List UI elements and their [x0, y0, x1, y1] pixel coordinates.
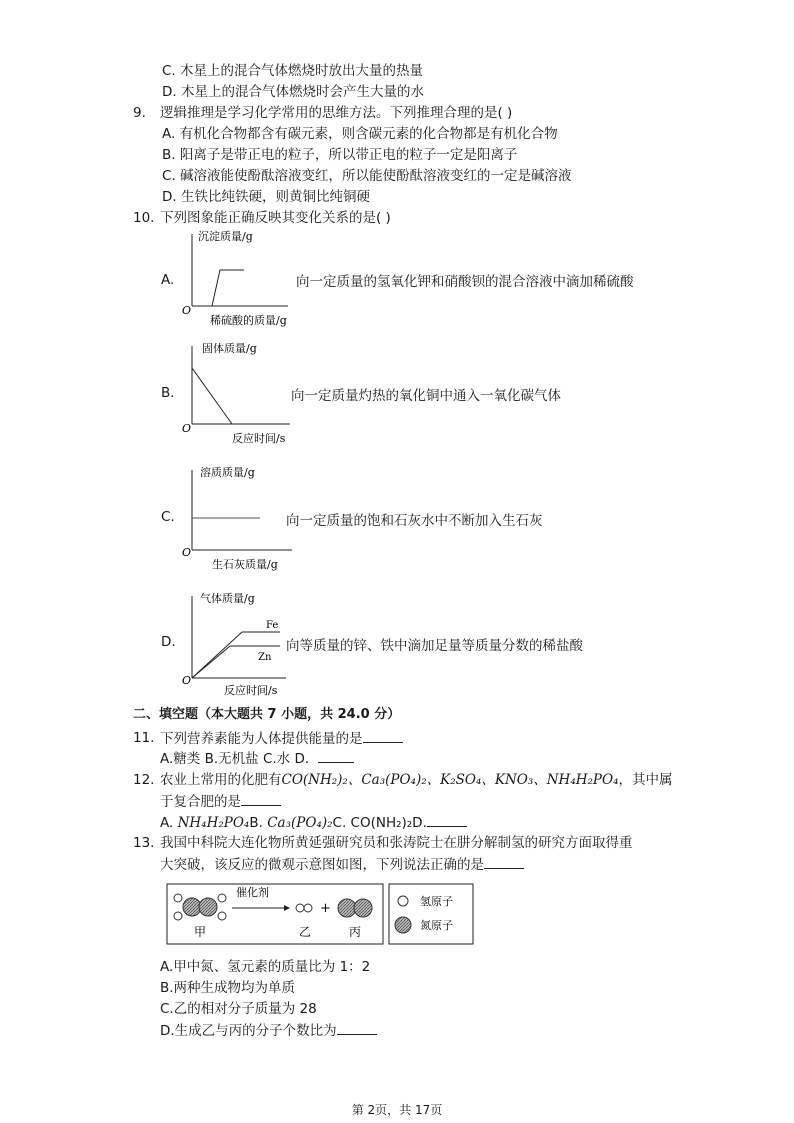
q11-option-b: B.无机盐 [204, 751, 263, 767]
q12-option-a: A. [160, 815, 178, 831]
q11-stem: 下列营养素能为人体提供能量的是 [160, 731, 363, 747]
q10-number: 10. [133, 210, 155, 226]
q13-legend-h: 氢原子 [420, 895, 453, 908]
graph-a [180, 226, 300, 331]
q11-option-c: C.水 D． [262, 751, 319, 767]
q12-formulas: CO(NH₂)₂、Ca₃(PO₄)₂、K₂SO₄、KNO₃、NH₄H₂PO₄ [281, 772, 619, 788]
q12-blank[interactable] [241, 792, 281, 806]
graph-b-desc: 向一定质量灼热的氧化铜中通入一氧化碳气体 [291, 388, 561, 404]
q12-option-b: B. [249, 815, 268, 831]
graph-d-zn-label: Zn [258, 652, 272, 663]
q10-stem: 下列图象能正确反映其变化关系的是( ) [160, 210, 391, 226]
q12-stem-post: ，其中属 [618, 772, 673, 788]
q13-blank[interactable] [484, 855, 524, 869]
graph-c-desc: 向一定质量的饱和石灰水中不断加入生石灰 [286, 513, 543, 529]
q11-stem-line [160, 729, 403, 748]
graph-c [180, 462, 300, 572]
graph-c-xlabel: 生石灰质量/g [212, 558, 278, 571]
graph-b [180, 338, 300, 448]
q13-bing-label: 丙 [349, 925, 362, 939]
q9-option-a: A. 有机化合物都含有碳元素，则含碳元素的化合物都是有机化合物 [162, 126, 558, 142]
q11-options [160, 749, 354, 768]
graph-a-xlabel: 稀硫酸的质量/g [210, 314, 287, 327]
q11-number: 11. [133, 730, 155, 746]
q12-option-d-blank[interactable] [427, 813, 467, 827]
q13-option-a: A.甲中氮、氢元素的质量比为 1：2 [160, 959, 371, 975]
graph-a-ylabel: 沉淀质量/g [198, 230, 253, 243]
q13-yi-label: 乙 [299, 925, 312, 939]
graph-a-letter: A. [161, 272, 175, 288]
graph-c-letter: C. [161, 509, 175, 525]
q12-options [160, 813, 467, 832]
q9-stem: 逻辑推理是学习化学常用的思维方法。下列推理合理的是( ) [160, 105, 513, 121]
graph-d-ylabel: 气体质量/g [200, 592, 255, 605]
q11-blank[interactable] [363, 729, 403, 743]
graph-d-desc: 向等质量的锌、铁中滴加足量等质量分数的稀盐酸 [286, 638, 583, 654]
q12-stem-line2: 于复合肥的是 [160, 794, 241, 810]
q13-option-d-blank[interactable] [337, 1021, 377, 1035]
q12-option-c: C. CO(NH₂)₂D. [332, 815, 427, 831]
section-heading: 二、填空题（本大题共 7 小题，共 24.0 分） [133, 707, 401, 722]
graph-d-fe-label: Fe [266, 620, 279, 631]
q9-number: 9. [133, 105, 146, 121]
q8-option-d: D. 木星上的混合气体燃烧时会产生大量的水 [162, 84, 424, 100]
graph-b-origin: O [182, 422, 192, 435]
q8-option-c: C. 木星上的混合气体燃烧时放出大量的热量 [162, 63, 424, 79]
graph-b-letter: B. [161, 385, 175, 401]
q11-option-d-blank[interactable] [318, 749, 354, 763]
q13-plus: + [320, 901, 331, 916]
q11-option-a: A.糖类 [160, 751, 205, 767]
q13-option-d-line [160, 1021, 377, 1040]
graph-d [180, 588, 292, 698]
q12-number: 12. [133, 772, 155, 788]
q13-number: 13. [133, 835, 155, 851]
q13-stem-2: 大突破，该反应的微观示意图如图，下列说法正确的是 [160, 857, 484, 873]
q12-stem-pre: 农业上常用的化肥有 [160, 772, 282, 788]
q13-option-c: C.乙的相对分子质量为 28 [160, 1001, 317, 1017]
q13-stem-2-line [160, 855, 524, 874]
q13-catalyst-label: 催化剂 [236, 886, 269, 899]
page-footer: 第 2页，共 17页 [351, 1103, 443, 1117]
graph-c-ylabel: 溶质质量/g [200, 466, 255, 479]
q9-option-c: C. 碱溶液能使酚酞溶液变红，所以能使酚酞溶液变红的一定是碱溶液 [162, 168, 572, 184]
q12-option-b-formula: Ca₃(PO₄)₂ [267, 815, 333, 831]
graph-d-origin: O [182, 674, 192, 687]
q13-stem-1: 我国中科院大连化物所黄延强研究员和张涛院士在肼分解制氢的研究方面取得重 [160, 835, 633, 851]
q13-jia-label: 甲 [194, 925, 207, 939]
q12-stem-line [160, 771, 673, 789]
q9-option-b: B. 阳离子是带正电的粒子，所以带正电的粒子一定是阳离子 [162, 147, 518, 163]
graph-d-xlabel: 反应时间/s [224, 684, 278, 697]
graph-c-origin: O [182, 546, 192, 559]
q12-option-a-formula: NH₄H₂PO₄ [177, 815, 250, 831]
graph-b-ylabel: 固体质量/g [202, 342, 257, 355]
graph-d-letter: D. [161, 634, 176, 650]
q13-option-d: D.生成乙与丙的分子个数比为 [160, 1023, 337, 1039]
q13-option-b: B.两种生成物均为单质 [160, 980, 296, 996]
q9-option-d: D. 生铁比纯铁硬，则黄铜比纯铜硬 [162, 189, 370, 205]
q13-legend-n: 氮原子 [420, 919, 453, 932]
q13-micro-diagram [166, 880, 476, 948]
graph-a-origin: O [182, 304, 192, 317]
graph-b-xlabel: 反应时间/s [232, 432, 286, 445]
q12-line2 [160, 792, 281, 811]
graph-a-desc: 向一定质量的氢氧化钾和硝酸钡的混合溶液中滴加稀硫酸 [296, 274, 634, 290]
